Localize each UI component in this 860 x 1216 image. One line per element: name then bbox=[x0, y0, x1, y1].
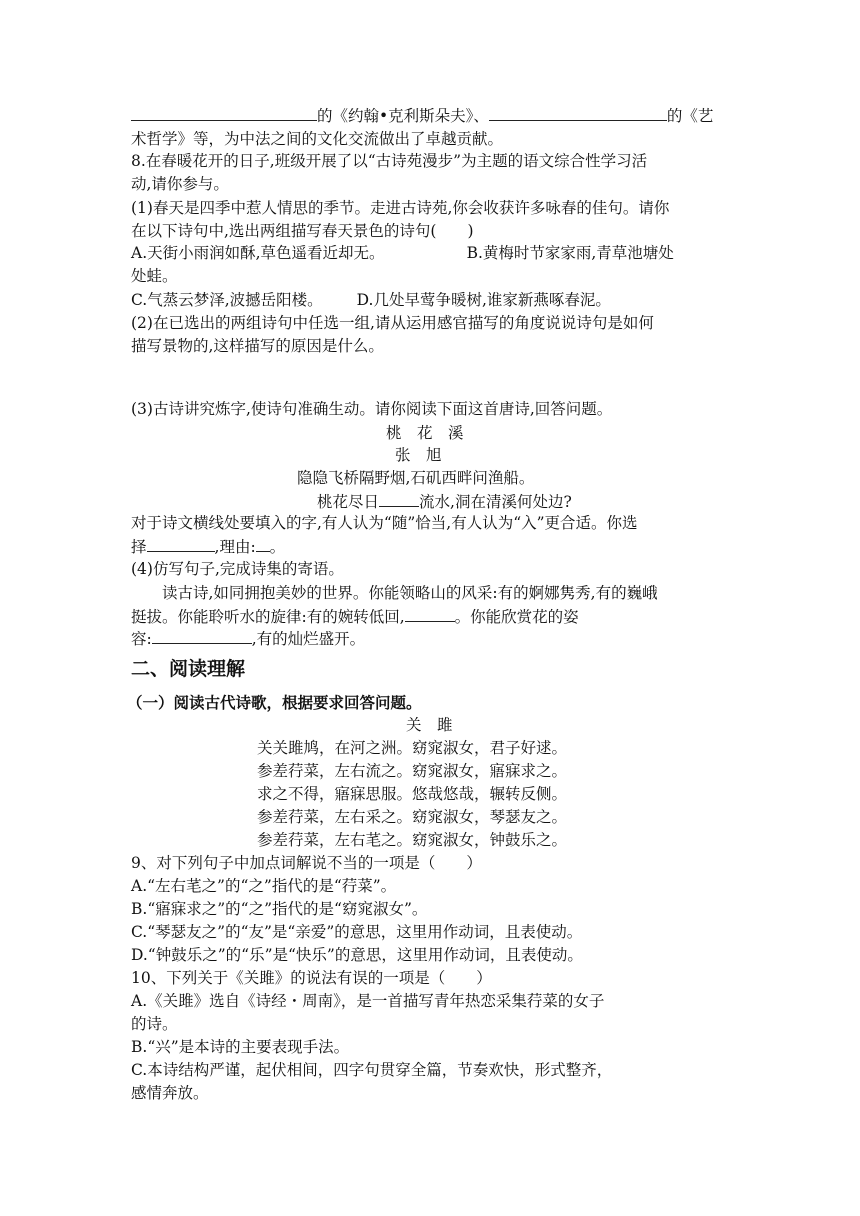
option-c: C.“琴瑟友之”的“友”是“亲爱”的意思，这里用作动词，且表使动。 bbox=[131, 923, 583, 941]
poem-line: 隐隐飞桥隔野烟,石矶西畔问渔船。 bbox=[297, 469, 535, 487]
text-line: 对于诗文横线处要填入的字,有人认为“随”恰当,有人认为“入”更合适。你选 bbox=[131, 514, 638, 532]
text-segment: 挺拔。你能聆听水的旋律:有的婉转低回, bbox=[131, 608, 405, 626]
text-segment: 的《约翰•克利斯朵夫》、 bbox=[317, 107, 489, 125]
text-segment: 流水,洞在清溪何处边? bbox=[419, 493, 572, 511]
text-line-blank bbox=[131, 605, 579, 628]
text-line: 术哲学》等，为中法之间的文化交流做出了卓越贡献。 bbox=[131, 130, 504, 148]
poem-line-blank bbox=[317, 490, 572, 513]
poem-author: 张 旭 bbox=[395, 446, 442, 464]
text-segment: ,有的灿烂盛开。 bbox=[251, 630, 366, 648]
poem-line: 求之不得，寤寐思服。悠哉悠哉，辗转反侧。 bbox=[257, 785, 568, 803]
option-c: C.本诗结构严谨，起伏相间，四字句贯穿全篇，节奏欢快，形式整齐， bbox=[131, 1061, 613, 1079]
section-heading: 二、阅读理解 bbox=[131, 658, 246, 680]
options-ab bbox=[131, 242, 674, 264]
question-8-intro: 8.在春暖花开的日子,班级开展了以“古诗苑漫步”为主题的语文综合性学习活 bbox=[131, 152, 648, 170]
option-b: B.黄梅时节家家雨,青草池塘处 bbox=[466, 244, 674, 262]
poem-line: 参差荇菜，左右芼之。窈窕淑女，钟鼓乐之。 bbox=[257, 831, 568, 849]
option-b: B.“寤寐求之”的“之”指代的是“窈窕淑女”。 bbox=[131, 900, 428, 918]
text-segment: 的《艺 bbox=[666, 107, 714, 125]
text-line: 读古诗,如同拥抱美妙的世界。你能领略山的风采:有的婀娜隽秀,有的巍峨 bbox=[162, 584, 658, 602]
question-8-3: (3)古诗讲究炼字,使诗句准确生动。请你阅读下面这首唐诗,回答问题。 bbox=[131, 400, 613, 418]
option-c: C.气蒸云梦泽,波撼岳阳楼。 bbox=[131, 291, 323, 309]
text-segment: 容: bbox=[131, 630, 152, 648]
poem-line: 参差荇菜，左右采之。窈窕淑女，琴瑟友之。 bbox=[257, 808, 568, 826]
text-segment: 择 bbox=[131, 538, 147, 556]
options-cd bbox=[131, 289, 611, 311]
text-segment: 。你能欣赏花的姿 bbox=[454, 608, 579, 626]
answer-line bbox=[131, 535, 285, 558]
text-line: 描写景物的,这样描写的原因是什么。 bbox=[131, 337, 384, 355]
poem-title: 关 雎 bbox=[406, 716, 453, 734]
question-10: 10、下列关于《关雎》的说法有误的一项是（ ） bbox=[131, 969, 492, 987]
text-line: 的诗。 bbox=[131, 1015, 178, 1033]
blank-5[interactable] bbox=[256, 535, 270, 552]
blank-6[interactable] bbox=[405, 605, 455, 622]
blank-4[interactable] bbox=[147, 535, 215, 552]
q7-fill-line bbox=[131, 104, 713, 127]
text-line: 动,请你参与。 bbox=[131, 175, 229, 193]
option-a: A.天街小雨润如酥,草色遥看近却无。 bbox=[131, 244, 385, 262]
text-segment: 桃花尽日 bbox=[317, 493, 380, 511]
option-b: B.“兴”是本诗的主要表现手法。 bbox=[131, 1038, 350, 1056]
blank-1[interactable] bbox=[131, 104, 317, 121]
blank-7[interactable] bbox=[152, 627, 252, 644]
option-a: A.《关雎》选自《诗经・周南》，是一首描写青年热恋采集荇菜的女子 bbox=[131, 992, 605, 1010]
question-8-2: (2)在已选出的两组诗句中任选一组,请从运用感官描写的角度说说诗句是如何 bbox=[131, 314, 654, 332]
option-d: D.几处早莺争暖树,谁家新燕啄春泥。 bbox=[356, 291, 611, 309]
question-8-1: (1)春天是四季中惹人情思的季节。走进古诗苑,你会收获许多咏春的佳句。请你 bbox=[131, 199, 670, 217]
question-9: 9、对下列句子中加点词解说不当的一项是（ ） bbox=[131, 854, 482, 872]
subsection-heading: （一）阅读古代诗歌，根据要求回答问题。 bbox=[127, 694, 422, 712]
text-segment: ,理由: bbox=[214, 538, 256, 556]
text-line: 在以下诗句中,选出两组描写春天景色的诗句( ) bbox=[131, 222, 474, 240]
poem-title: 桃 花 溪 bbox=[386, 424, 464, 442]
poem-line: 参差荇菜，左右流之。窈窕淑女，寤寐求之。 bbox=[257, 762, 568, 780]
text-line-blank bbox=[131, 627, 365, 650]
option-a: A.“左右芼之”的“之”指代的是“荇菜”。 bbox=[131, 877, 397, 895]
blank-3[interactable] bbox=[379, 490, 419, 507]
text-line: 感情奔放。 bbox=[131, 1084, 209, 1102]
poem-line: 关关雎鸠，在河之洲。窈窕淑女，君子好逑。 bbox=[257, 739, 568, 757]
text-line: 处蛙。 bbox=[131, 267, 178, 285]
text-segment: 。 bbox=[269, 538, 286, 556]
blank-2[interactable] bbox=[489, 104, 667, 121]
option-d: D.“钟鼓乐之”的“乐”是“快乐”的意思，这里用作动词，且表使动。 bbox=[131, 946, 583, 964]
question-8-4: (4)仿写句子,完成诗集的寄语。 bbox=[131, 560, 344, 578]
